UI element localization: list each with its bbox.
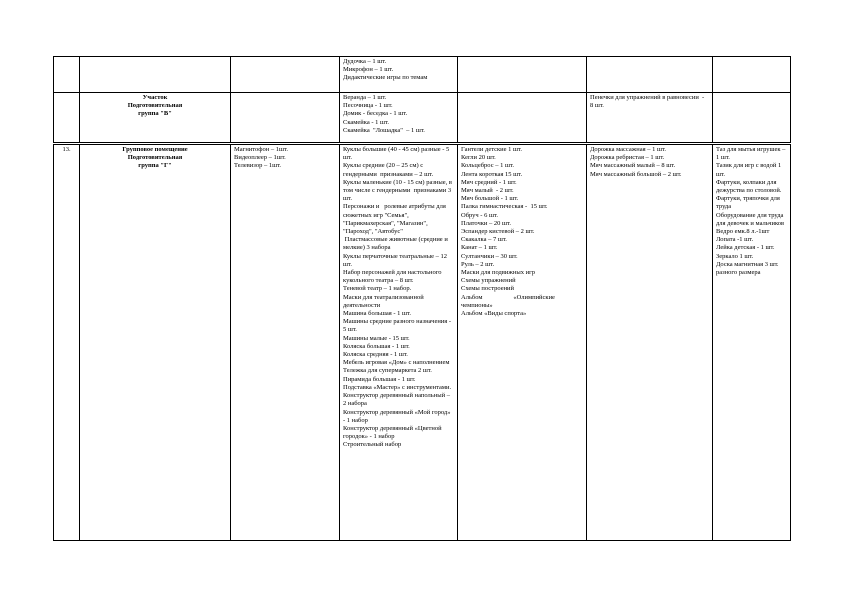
item-line: Видеоплеер – 1шт. xyxy=(234,154,286,162)
item-line: Палка гимнастическая - 15 шт. xyxy=(461,203,548,211)
item-line: Обруч - 6 шт. xyxy=(461,211,498,219)
item-line: Конструктор деревянный напольный – 2 набора xyxy=(343,392,452,408)
row-number-cell: 13. xyxy=(54,144,80,541)
toys-cell xyxy=(340,144,458,541)
item-line: Таз для мытья игрушек – 1 шт. xyxy=(716,146,788,162)
item-line: Лопата -1 шт. xyxy=(716,236,754,244)
item-line: Руль – 2 шт. xyxy=(461,260,495,268)
item-line: Дорожка массажная – 1 шт. xyxy=(590,146,666,153)
tech-cell xyxy=(231,93,340,144)
item-line: Схемы построений xyxy=(461,285,515,293)
item-line: Пирамида большая - 1 шт. xyxy=(343,375,416,383)
row-number-cell xyxy=(54,93,80,144)
item-line: Пластмассовые животные (средние и мелкие) 3 набора xyxy=(343,236,450,252)
item-line: Дидактические игры по темам xyxy=(343,74,428,82)
item-line: Коляска средняя - 1 шт. xyxy=(343,351,408,359)
item-line: Пенечки для упражнений в равновесии - 8 шт. xyxy=(590,94,706,110)
room-title-cell xyxy=(80,57,231,93)
item-line: Скакалка – 7 шт. xyxy=(461,236,507,244)
item-line: Куклы перчаточные театральные – 12 шт. xyxy=(343,252,449,268)
item-line: Веранда – 1 шт. xyxy=(343,94,387,101)
toys-cell xyxy=(340,93,458,144)
item-line: Фартуки, колпаки для дежурства по столовой. xyxy=(716,178,782,195)
item-line: Домик - беседка - 1 шт. xyxy=(343,110,408,118)
item-line: Доска магнитная 3 шт. разного размера xyxy=(716,260,781,277)
item-line: Телевизор – 1шт. xyxy=(234,162,282,170)
room-title-line: группа "Г" xyxy=(138,162,172,170)
room-title-line: группа "В" xyxy=(138,110,172,118)
item-line: Теневой театр – 1 набор. xyxy=(343,285,412,293)
item-line: Мяч массажный малый – 8 шт. xyxy=(590,162,676,170)
item-line: Лента короткая 15 шт. xyxy=(461,170,523,178)
item-line: Скамейка "Лошадка" – 1 шт. xyxy=(343,126,425,134)
equipment-table xyxy=(53,56,791,541)
item-line: Машина большая - 1 шт. xyxy=(343,310,411,318)
item-line: Персонажи и ролевые атрибуты для сюжетных игр "Семья", "Парикмахерская", "Магазин", "Пароход", "Автобус" xyxy=(343,203,448,236)
item-line: Кольцеброс – 1 шт. xyxy=(461,162,514,170)
item-line: Скамейка - 1 шт. xyxy=(343,118,389,126)
item-line: Микрофон – 1 шт. xyxy=(343,66,394,74)
item-line: Эспандер кистевой – 2 шт. xyxy=(461,228,535,236)
item-line: Мебель игровая «Дом» с наполнением xyxy=(343,359,450,367)
labor-cell xyxy=(713,144,791,541)
item-line: Альбом «Олимпийские чемпионы» xyxy=(461,293,557,309)
item-line: Схемы упражнений xyxy=(461,277,516,285)
row-number-cell xyxy=(54,57,80,93)
item-line: Мяч большой - 1 шт. xyxy=(461,195,519,203)
item-line: Дудочка – 1 шт. xyxy=(343,58,387,65)
item-line: Маски для театрализованной деятельности xyxy=(343,293,426,309)
item-line: Оборудование для труда для девочек и мальчиков xyxy=(716,211,786,227)
room-title-line: Подготовительная xyxy=(127,102,183,110)
item-line: Коляска большая - 1 шт. xyxy=(343,342,410,350)
item-line: Подставка «Мастер» с инструментами. xyxy=(343,383,452,391)
sport-cell xyxy=(458,57,587,93)
item-line: Мяч малый - 2 шт. xyxy=(461,187,514,195)
item-line: Мяч массажный большой – 2 шт. xyxy=(590,170,682,178)
item-line: Магнитофон – 1шт. xyxy=(234,146,288,153)
item-line: Лейка детская - 1 шт. xyxy=(716,244,775,252)
room-title-cell xyxy=(80,144,231,541)
room-title-line: Групповое помещение xyxy=(122,146,188,153)
item-line: Зеркало 1 шт. xyxy=(716,252,754,260)
table-row xyxy=(54,93,791,144)
item-line: Куклы большие (40 - 45 см) разные - 5 шт. xyxy=(343,146,451,162)
item-line: Песочница - 1 шт. xyxy=(343,102,393,110)
item-line: Султанчики – 30 шт. xyxy=(461,252,518,260)
table-row xyxy=(54,144,791,541)
item-line: Гантели детские 1 шт. xyxy=(461,146,523,153)
room-title-line: Участок xyxy=(142,94,168,101)
item-line: Канат – 1 шт. xyxy=(461,244,498,252)
item-line: Куклы средние (20 – 25 см) с гендерными признаками – 2 шт. xyxy=(343,162,434,178)
item-line: Фартуки, тряпочки для труда xyxy=(716,195,782,211)
toys-cell xyxy=(340,57,458,93)
room-title-cell xyxy=(80,93,231,144)
sport-cell xyxy=(458,93,587,144)
item-line: Ведро емк.8 л.-1шт xyxy=(716,228,770,236)
item-line: Мяч средний - 1 шт. xyxy=(461,178,517,186)
tech-cell xyxy=(231,144,340,541)
item-line: Конструктор деревянный «Цветной городок» - 1 набор xyxy=(343,424,444,441)
item-line: Маски для подвижных игр xyxy=(461,269,535,277)
health-cell xyxy=(587,93,713,144)
sport-cell xyxy=(458,144,587,541)
item-line: Тазик для игр с водой 1 шт. xyxy=(716,162,783,178)
item-line: Набор персонажей для настольного кукольного театра – 8 шт. xyxy=(343,269,444,285)
item-line: Кегли 20 шт. xyxy=(461,154,496,162)
item-line: Строительный набор xyxy=(343,441,402,449)
tech-cell xyxy=(231,57,340,93)
item-line: Конструктор деревянный «Мой город» - 1 набор xyxy=(343,408,453,424)
item-line: Дорожка ребристая – 1 шт. xyxy=(590,154,665,162)
health-cell xyxy=(587,57,713,93)
health-cell xyxy=(587,144,713,541)
item-line: Машины малые - 15 шт. xyxy=(343,334,410,342)
room-title-line: Подготовительная xyxy=(127,154,183,162)
item-line: Тележка для супермаркета 2 шт. xyxy=(343,367,432,375)
item-line: Платочки – 20 шт. xyxy=(461,219,512,227)
labor-cell xyxy=(713,57,791,93)
labor-cell xyxy=(713,93,791,144)
item-line: Машины средние разного назначения - 5 шт. xyxy=(343,318,453,334)
item-line: Куклы маленькие (10 - 15 см) разные, в том числе с гендерными признаками 3 шт. xyxy=(343,178,456,203)
item-line: Альбом «Виды спорта» xyxy=(461,310,527,318)
table-row xyxy=(54,57,791,93)
